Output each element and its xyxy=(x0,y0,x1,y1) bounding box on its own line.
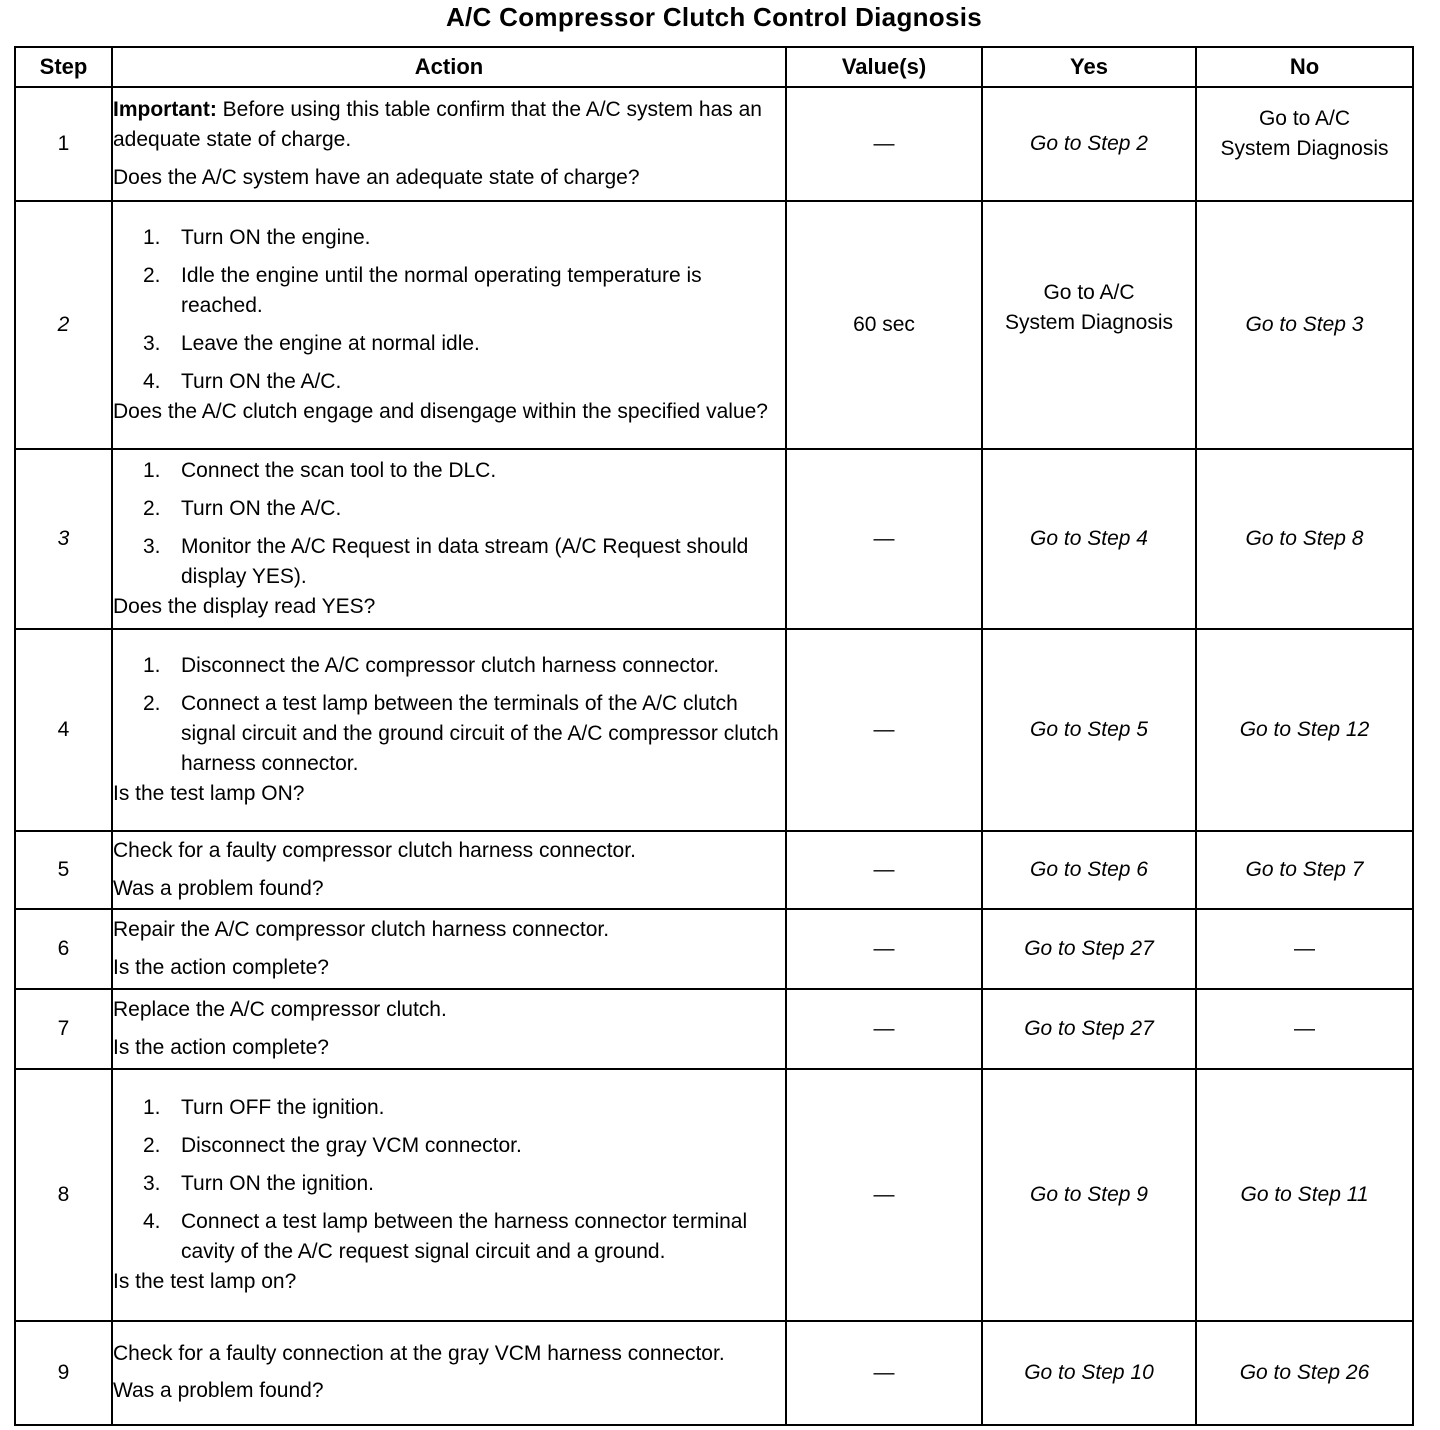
no-cell xyxy=(1196,989,1413,1069)
list-item xyxy=(113,532,785,592)
yes-cell xyxy=(982,909,1196,989)
item-number: 3. xyxy=(143,332,161,355)
yes-cell xyxy=(982,629,1196,831)
item-text: Connect a test lamp between the terminals of the A/C clutch signal circuit and the ground circuit of the A/C compressor clutch harness connector. xyxy=(181,692,779,775)
no-link[interactable]: Go to Step 12 xyxy=(1239,718,1370,741)
question-text: Is the test lamp ON? xyxy=(113,782,305,805)
no-link-line2[interactable]: System Diagnosis xyxy=(1220,137,1389,160)
no-link[interactable]: Go to Step 8 xyxy=(1245,527,1364,550)
item-number: 1. xyxy=(143,226,161,249)
action-cell xyxy=(112,87,786,201)
no-link[interactable]: Go to Step 11 xyxy=(1240,1183,1369,1206)
item-text: Turn ON the A/C. xyxy=(181,497,342,520)
item-text: Disconnect the A/C compressor clutch harness connector. xyxy=(181,654,720,677)
item-text: Disconnect the gray VCM connector. xyxy=(181,1134,522,1157)
item-number: 4. xyxy=(143,1210,161,1233)
item-number: 3. xyxy=(143,1172,161,1195)
item-text: Turn ON the engine. xyxy=(181,226,371,249)
step-number: 3 xyxy=(15,449,112,629)
step-number: 4 xyxy=(15,629,112,831)
action-cell xyxy=(112,1069,786,1321)
no-cell xyxy=(1196,629,1413,831)
diagnosis-table xyxy=(14,46,1414,1426)
item-number: 1. xyxy=(143,1096,161,1119)
step-number: 7 xyxy=(15,989,112,1069)
yes-cell xyxy=(982,1069,1196,1321)
action-cell xyxy=(112,831,786,909)
list-item xyxy=(113,689,785,779)
important-note xyxy=(113,95,785,155)
item-text: Idle the engine until the normal operating temperature is reached. xyxy=(181,264,702,317)
list-item xyxy=(113,1207,785,1267)
list-item xyxy=(113,367,785,397)
header-yes: Yes xyxy=(982,47,1196,87)
yes-cell xyxy=(982,1321,1196,1425)
action-cell xyxy=(112,201,786,449)
item-text: Connect a test lamp between the harness connector terminal cavity of the A/C request signal circuit and a ground. xyxy=(181,1210,748,1263)
step-number: 8 xyxy=(15,1069,112,1321)
yes-link[interactable]: Go to Step 4 xyxy=(1030,527,1148,550)
table-row xyxy=(15,87,1413,201)
table-row xyxy=(15,1069,1413,1321)
step-number: 2 xyxy=(15,201,112,449)
question-text: Was a problem found? xyxy=(113,877,324,900)
question-text: Does the A/C system have an adequate state of charge? xyxy=(113,166,640,189)
no-link-line1[interactable]: Go to A/C xyxy=(1258,107,1351,130)
important-text: Before using this table confirm that the A/C system has an adequate state of charge. xyxy=(113,98,762,151)
yes-cell xyxy=(982,989,1196,1069)
value-cell: — xyxy=(786,831,982,909)
action-cell xyxy=(112,909,786,989)
table-row xyxy=(15,909,1413,989)
table-row xyxy=(15,201,1413,449)
action-cell xyxy=(112,629,786,831)
action-cell xyxy=(112,449,786,629)
item-number: 2. xyxy=(143,264,161,287)
no-cell xyxy=(1196,449,1413,629)
question-text: Is the test lamp on? xyxy=(113,1270,297,1293)
yes-link[interactable]: Go to Step 5 xyxy=(1030,718,1148,741)
item-number: 2. xyxy=(143,497,161,520)
question-text: Does the A/C clutch engage and disengage within the specified value? xyxy=(113,400,768,423)
value-cell: — xyxy=(786,629,982,831)
item-text: Turn ON the ignition. xyxy=(181,1172,374,1195)
list-item xyxy=(113,1093,785,1123)
value-cell: — xyxy=(786,989,982,1069)
item-number: 1. xyxy=(143,654,161,677)
instruction-list xyxy=(113,1093,785,1267)
value-cell: — xyxy=(786,449,982,629)
yes-cell xyxy=(982,87,1196,201)
yes-link[interactable]: Go to Step 2 xyxy=(1030,132,1148,155)
list-item xyxy=(113,261,785,321)
no-link[interactable]: Go to Step 3 xyxy=(1245,313,1364,336)
item-number: 1. xyxy=(143,459,161,482)
page-title: A/C Compressor Clutch Control Diagnosis xyxy=(445,2,983,32)
item-number: 2. xyxy=(143,692,161,715)
step-number: 1 xyxy=(15,87,112,201)
item-number: 2. xyxy=(143,1134,161,1157)
no-cell xyxy=(1196,909,1413,989)
list-item xyxy=(113,223,785,253)
important-label: Important: xyxy=(113,98,217,121)
item-text: Turn ON the A/C. xyxy=(181,370,342,393)
list-item xyxy=(113,456,785,486)
yes-cell xyxy=(982,831,1196,909)
list-item xyxy=(113,1169,785,1199)
action-text: Check for a faulty connection at the gray VCM harness connector. xyxy=(113,1342,725,1365)
yes-link[interactable]: Go to Step 10 xyxy=(1024,1361,1154,1384)
action-text: Check for a faulty compressor clutch harness connector. xyxy=(113,839,636,862)
question-text: Is the action complete? xyxy=(113,956,329,979)
list-item xyxy=(113,651,785,681)
header-action: Action xyxy=(112,47,786,87)
yes-cell xyxy=(982,449,1196,629)
yes-link[interactable]: Go to Step 27 xyxy=(1024,1017,1154,1040)
no-link[interactable]: Go to Step 7 xyxy=(1245,858,1364,881)
list-item xyxy=(113,329,785,359)
value-cell: — xyxy=(786,1321,982,1425)
no-link[interactable]: Go to Step 26 xyxy=(1239,1361,1370,1384)
header-step: Step xyxy=(15,47,112,87)
table-row xyxy=(15,629,1413,831)
list-item xyxy=(113,1131,785,1161)
action-cell xyxy=(112,1321,786,1425)
header-values: Value(s) xyxy=(786,47,982,87)
step-number: 5 xyxy=(15,831,112,909)
list-item xyxy=(113,494,785,524)
table-row xyxy=(15,449,1413,629)
no-cell xyxy=(1196,1069,1413,1321)
action-text: Replace the A/C compressor clutch. xyxy=(113,998,447,1021)
yes-link[interactable]: Go to Step 9 xyxy=(1030,1183,1148,1206)
table-row xyxy=(15,831,1413,909)
yes-cell xyxy=(982,201,1196,449)
no-value: — xyxy=(1294,937,1315,960)
question-text: Is the action complete? xyxy=(113,1036,329,1059)
action-text: Repair the A/C compressor clutch harness connector. xyxy=(113,918,610,941)
value-cell: — xyxy=(786,87,982,201)
header-row xyxy=(15,47,1413,87)
yes-link-line1[interactable]: Go to A/C xyxy=(1043,281,1135,304)
step-number: 6 xyxy=(15,909,112,989)
item-number: 3. xyxy=(143,535,161,558)
item-text: Connect the scan tool to the DLC. xyxy=(181,459,497,482)
question-text: Does the display read YES? xyxy=(113,595,376,618)
instruction-list xyxy=(113,651,785,779)
header-no: No xyxy=(1196,47,1413,87)
action-cell xyxy=(112,989,786,1069)
yes-link[interactable]: Go to Step 6 xyxy=(1030,858,1148,881)
value-cell: — xyxy=(786,909,982,989)
no-value: — xyxy=(1294,1017,1315,1040)
table-row xyxy=(15,989,1413,1069)
question-text: Was a problem found? xyxy=(113,1379,324,1402)
no-cell xyxy=(1196,87,1413,201)
instruction-list xyxy=(113,456,785,592)
item-text: Monitor the A/C Request in data stream (A/C Request should display YES). xyxy=(181,535,749,588)
value-cell: — xyxy=(786,1069,982,1321)
no-cell xyxy=(1196,201,1413,449)
table-row xyxy=(15,1321,1413,1425)
no-cell xyxy=(1196,1321,1413,1425)
item-text: Leave the engine at normal idle. xyxy=(181,332,480,355)
step-number: 9 xyxy=(15,1321,112,1425)
no-cell xyxy=(1196,831,1413,909)
yes-link-line2[interactable]: System Diagnosis xyxy=(1004,311,1174,334)
instruction-list xyxy=(113,223,785,397)
yes-link[interactable]: Go to Step 27 xyxy=(1024,937,1154,960)
item-number: 4. xyxy=(143,370,161,393)
item-text: Turn OFF the ignition. xyxy=(181,1096,385,1119)
value-cell: 60 sec xyxy=(786,201,982,449)
